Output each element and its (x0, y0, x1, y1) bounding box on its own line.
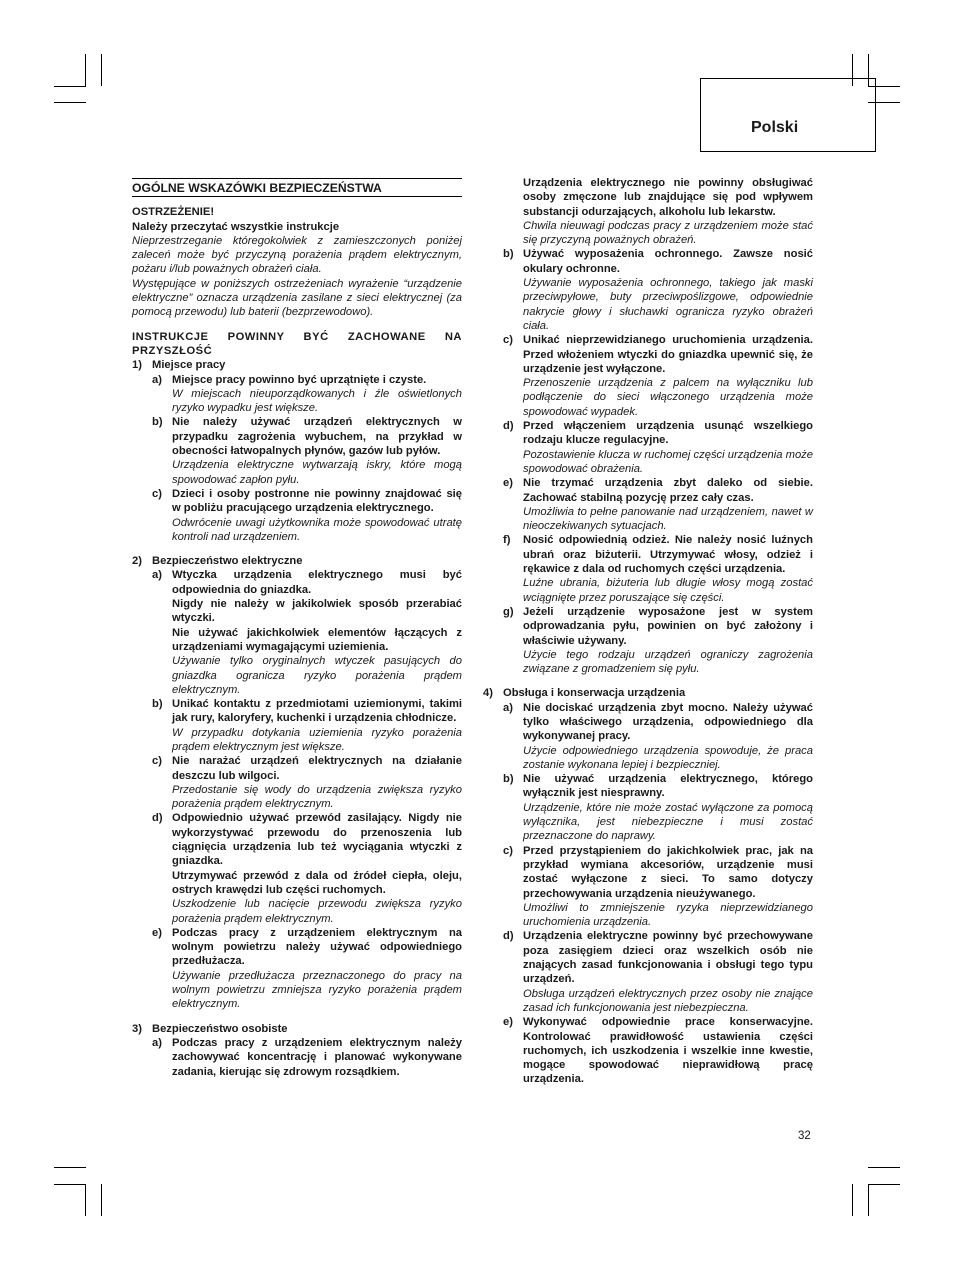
right-column (483, 176, 813, 1087)
keep-heading: INSTRUKCJE POWINNY BYĆ ZACHOWANE NA PRZYSZŁOŚĆ (132, 330, 462, 357)
item-italic: Obsługa urządzeń elektrycznych przez osoby nie znające zasad ich funkcjonowania jest niebezpieczna. (523, 987, 813, 1014)
subsection-2 (132, 554, 462, 1012)
item-italic: Użycie odpowiedniego urządzenia spowoduje, że praca zostanie wykonana lepiej i bezpieczniej. (523, 744, 813, 771)
item-bold: Wykonywać odpowiednie prace konserwacyjne. Kontrolować prawidłowość ustawienia części ruchomych, ich uszkodzenia i wszelkie inne kwestie, mogące spowodować nieprawidłową pracę urządzenia. (523, 1016, 813, 1086)
item-bold: Unikać nieprzewidzianego uruchomienia urządzenia. Przed włożeniem wtyczki do gniazdka upewnić się, że urządzenie jest wyłączone. (523, 334, 813, 375)
list-item (483, 176, 813, 247)
subsection-title: Bezpieczeństwo elektryczne (152, 555, 303, 568)
item-bold: Urządzenia elektryczne powinny być przechowywane poza zasięgiem dzieci oraz wszelkich osób nie znających zasad funkcjonowania i obsługi tego typu urządzeń. (523, 930, 813, 986)
item-label: e) (152, 926, 162, 939)
list-item (483, 247, 813, 333)
item-italic: Chwila nieuwagi podczas pracy z urządzeniem może stać się przyczyną poważnych obrażeń. (523, 219, 813, 247)
item-italic: Używanie przedłużacza przeznaczonego do pracy na wolnym powietrzu zmniejsza ryzyko porażenia prądem elektrycznym. (172, 969, 462, 1011)
item-bold: Nosić odpowiednią odzież. Nie należy nosić luźnych ubrań oraz biżuterii. Utrzymywać włosy, odzież i rękawice z dala od ruchomych części urządzenia. (523, 534, 813, 576)
item-bold: Nie używać urządzenia elektrycznego, którego wyłącznik jest niesprawny. (523, 773, 813, 800)
item-bold: Podczas pracy z urządzeniem elektrycznym na wolnym powietrzu należy używać odpowiedniego przedłużacza. (172, 926, 462, 968)
item-bold: Utrzymywać przewód z dala od źródeł ciepła, oleju, ostrych krawędzi lub części ruchomych. (172, 869, 462, 896)
item-label: d) (152, 812, 163, 825)
item-bold: Urządzenia elektrycznego nie powinny obsługiwać osoby zmęczone lub znajdujące się pod wpływem substancji odurzających, alkoholu lub lekarstw. (523, 177, 813, 218)
list-item (132, 568, 462, 697)
list-item (132, 811, 462, 925)
item-bold: Miejsce pracy powinno być uprzątnięte i czyste. (172, 373, 427, 386)
subsection-title: Bezpieczeństwo osobiste (152, 1022, 288, 1035)
item-label: e) (503, 477, 513, 490)
item-label: c) (152, 755, 162, 768)
list-item (132, 415, 462, 486)
language-tab (700, 78, 876, 152)
item-bold: Wtyczka urządzenia elektrycznego musi być odpowiednia do gniazdka. (172, 569, 462, 596)
item-bold: Nie używać jakichkolwiek elementów łączących z urządzeniami wymagającymi uziemienia. (172, 626, 462, 653)
item-bold: Nigdy nie należy w jakikolwiek sposób przerabiać wtyczki. (172, 598, 462, 625)
item-label: d) (503, 930, 514, 943)
item-italic: Używanie tylko oryginalnych wtyczek pasujących do gniazdka ogranicza ryzyko porażenia prądem elektrycznym. (172, 655, 462, 696)
list-item (483, 476, 813, 533)
warning-label: OSTRZEŻENIE! (132, 206, 215, 219)
subsection-4 (483, 686, 813, 1086)
list-item (132, 754, 462, 811)
list-item (132, 487, 462, 544)
item-bold: Odpowiednio używać przewód zasilający. Nigdy nie wykorzystywać przewodu do przenoszenia lub ciągnięcia urządzenia lub też wyciągania wtyczki z gniazdka. (172, 812, 462, 868)
warning-text: Nieprzestrzeganie któregokolwiek z zamieszczonych poniżej zaleceń może być przyczyną porażenia prądem elektrycznym, pożaru i/lub poważnych obrażeń ciała. (132, 234, 462, 276)
subsection-number: 2) (132, 555, 142, 568)
item-bold: Używać wyposażenia ochronnego. Zawsze nosić okulary ochronne. (523, 248, 813, 275)
subsection-3 (132, 1022, 462, 1079)
subsection-title: Miejsce pracy (152, 359, 226, 372)
item-italic: Pozostawienie klucza w ruchomej części urządzenia może spowodować obrażenia. (523, 448, 813, 475)
subsection-number: 1) (132, 359, 142, 372)
item-italic: Uszkodzenie lub nacięcie przewodu zwiększa ryzyko porażenia prądem elektrycznym. (172, 898, 462, 925)
item-bold: Podczas pracy z urządzeniem elektrycznym należy zachowywać koncentrację i planować wykonywane zadania, kierując się zdrowym rozsądkiem. (172, 1036, 462, 1078)
list-item (132, 373, 462, 416)
section-title: OGÓLNE WSKAZÓWKI BEZPIECZEŃSTWA (132, 178, 462, 197)
item-bold: Nie należy używać urządzeń elektrycznych w przypadku zagrożenia wybuchem, na przykład w obecności łatwopalnych płynów, gazów lub pyłów. (172, 416, 462, 458)
list-item (483, 533, 813, 604)
list-item (132, 697, 462, 754)
list-item (132, 926, 462, 1012)
item-italic: Przenoszenie urządzenia z palcem na wyłączniku lub podłączenie do sieci włączonego urządzenia może spowodować wypadek. (523, 377, 813, 418)
item-bold: Nie trzymać urządzenia zbyt daleko od siebie. Zachować stabilną pozycję przez cały czas. (523, 477, 813, 504)
item-italic: Odwrócenie uwagi użytkownika może spowodować utratę kontroli nad urządzeniem. (172, 516, 462, 543)
list-item (483, 605, 813, 676)
item-italic: Luźne ubrania, biżuteria lub długie włosy mogą zostać wciągnięte przez poruszające się części. (523, 577, 813, 604)
list-item (483, 333, 813, 419)
item-italic: W przypadku dotykania uziemienia ryzyko porażenia prądem elektrycznym jest większe. (172, 726, 462, 753)
item-label: g) (503, 605, 514, 618)
page-number: 32 (798, 1130, 811, 1142)
item-bold: Unikać kontaktu z przedmiotami uziemionymi, takimi jak rury, kaloryfery, kuchenki i urządzenia chłodnicze. (172, 698, 462, 725)
item-label: c) (152, 487, 162, 500)
item-italic: Urządzenie, które nie może zostać wyłączone za pomocą wyłącznika, jest niebezpieczne i musi zostać przeznaczone do naprawy. (523, 801, 813, 843)
subsection-number: 4) (483, 687, 493, 700)
list-item (483, 419, 813, 476)
list-item (483, 701, 813, 772)
item-label: b) (152, 416, 163, 429)
item-label: b) (152, 698, 163, 711)
item-label: f) (503, 534, 511, 547)
subsection-number: 3) (132, 1022, 142, 1035)
left-column (132, 178, 462, 1079)
item-italic: W miejscach nieuporządkowanych i źle oświetlonych ryzyko wypadku jest większe. (172, 387, 462, 415)
subsection-1 (132, 358, 462, 544)
list-item (483, 844, 813, 930)
item-label: a) (152, 569, 162, 582)
item-italic: Urządzenia elektryczne wytwarzają iskry, które mogą spowodować zapłon pyłu. (172, 459, 462, 486)
item-bold: Nie narażać urządzeń elektrycznych na działanie deszczu lub wilgoci. (172, 755, 462, 782)
item-italic: Przedostanie się wody do urządzenia zwiększa ryzyko porażenia prądem elektrycznym. (172, 783, 462, 811)
list-item (483, 929, 813, 1015)
list-item (483, 1015, 813, 1086)
item-label: a) (152, 1036, 162, 1049)
item-italic: Użycie tego rodzaju urządzeń ograniczy zagrożenia związane z gromadzeniem się pyłu. (523, 648, 813, 676)
item-bold: Jeżeli urządzenie wyposażone jest w system odprowadzania pyłu, powinien on być założony i właściwie używany. (523, 605, 813, 647)
item-label: c) (503, 844, 513, 857)
warning-bold: Należy przeczytać wszystkie instrukcje (132, 220, 340, 233)
item-label: b) (503, 248, 514, 261)
list-item (483, 772, 813, 843)
item-bold: Przed przystąpieniem do jakichkolwiek prac, jak na przykład wymiana akcesoriów, urządzenie musi zostać wyłączone z sieci. To samo dotyczy przechowywania urządzenia nieużywanego. (523, 844, 813, 900)
item-label: c) (503, 334, 513, 347)
item-label: b) (503, 773, 514, 786)
language-label: Polski (751, 119, 799, 136)
item-italic: Umożliwia to pełne panowanie nad urządzeniem, nawet w nieoczekiwanych sytuacjach. (523, 505, 813, 533)
item-italic: Używanie wyposażenia ochronnego, takiego jak maski przeciwpyłowe, buty przeciwpoślizgowe, odpowiednie nakrycie głowy i słuchawki ogranicza ryzyko obrażeń ciała. (523, 277, 813, 332)
list-item (132, 1036, 462, 1079)
item-label: d) (503, 420, 514, 433)
item-bold: Przed włączeniem urządzenia usunąć wszelkiego rodzaju klucze regulacyjne. (523, 420, 813, 447)
item-label: e) (503, 1016, 513, 1029)
item-label: a) (152, 373, 162, 386)
item-bold: Dzieci i osoby postronne nie powinny znajdować się w pobliżu pracującego urządzenia elektrycznego. (172, 487, 462, 515)
item-bold: Nie dociskać urządzenia zbyt mocno. Należy używać tylko właściwego urządzenia, odpowiedniego dla wykonywanej pracy. (523, 701, 813, 743)
subsection-title: Obsługa i konserwacja urządzenia (503, 687, 686, 700)
item-italic: Umożliwi to zmniejszenie ryzyka nieprzewidzianego uruchomienia urządzenia. (523, 901, 813, 929)
item-label: a) (503, 701, 513, 714)
warning-text: Występujące w poniższych ostrzeżeniach wyrażenie “urządzenie elektryczne” oznacza urządzenia zasilane z sieci elektrycznej (za pomocą przewodu) lub baterii (bezprzewodowo). (132, 277, 462, 319)
